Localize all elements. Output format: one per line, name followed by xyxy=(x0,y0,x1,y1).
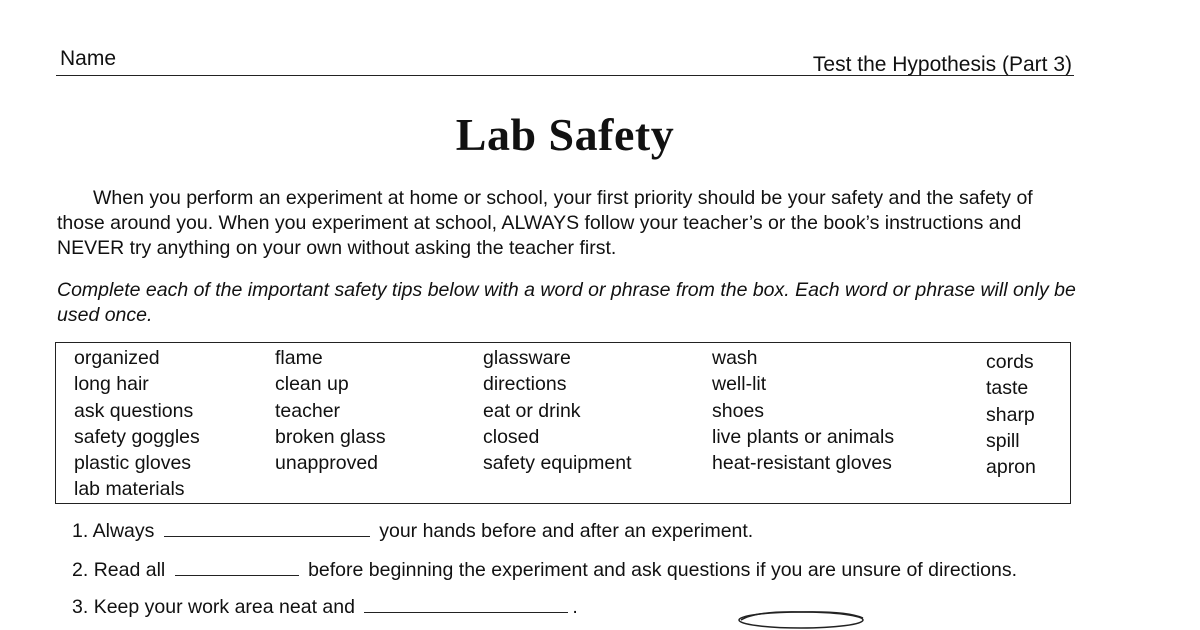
question-text-after: before beginning the experiment and ask questions if you are unsure of directions. xyxy=(308,559,1018,581)
answer-blank-1[interactable] xyxy=(164,518,370,537)
word-column-5 xyxy=(986,349,1036,480)
beaker-lip xyxy=(741,612,863,620)
word-item: teacher xyxy=(275,399,341,422)
question-text-before: Always xyxy=(92,520,155,542)
question-text-before: Keep your work area neat and xyxy=(93,596,355,618)
question-number: 2. xyxy=(72,559,89,581)
word-item: heat-resistant gloves xyxy=(712,452,892,475)
header-rule xyxy=(56,75,1074,76)
question-number: 1. xyxy=(72,520,89,542)
word-column-3 xyxy=(483,345,632,476)
word-item: safety goggles xyxy=(74,425,200,448)
question-text-before: Read all xyxy=(93,559,166,581)
question-text-after: . xyxy=(572,596,578,618)
word-item: closed xyxy=(483,425,540,448)
word-item: spill xyxy=(986,429,1020,452)
question-1 xyxy=(72,518,753,543)
word-item: unapproved xyxy=(275,452,379,475)
page-title: Lab Safety xyxy=(455,109,675,160)
question-2 xyxy=(72,557,1017,582)
header-unit-title: Test the Hypothesis (Part 3) xyxy=(812,53,1072,76)
answer-blank-3[interactable] xyxy=(364,594,568,613)
word-item: sharp xyxy=(986,403,1035,426)
word-item: shoes xyxy=(712,399,765,422)
word-item: plastic gloves xyxy=(74,452,192,475)
word-item: ask questions xyxy=(74,399,194,422)
word-item: lab materials xyxy=(74,478,185,501)
word-bank-box xyxy=(55,342,1071,504)
word-item: safety equipment xyxy=(483,452,632,475)
word-item: clean up xyxy=(275,373,349,396)
word-item: cords xyxy=(986,351,1034,373)
word-item: apron xyxy=(986,456,1036,479)
word-item: flame xyxy=(275,347,323,369)
word-item: eat or drink xyxy=(483,399,581,422)
intro-paragraph xyxy=(57,186,1077,261)
word-item: wash xyxy=(712,347,758,369)
word-item: broken glass xyxy=(275,425,386,448)
question-3 xyxy=(72,594,578,619)
instructions: Complete each of the important safety tips below with a word or phrase from the box. Each word or phrase will only be used once. xyxy=(57,279,1076,326)
intro-text: When you perform an experiment at home or school, your first priority should be your safety and the safety of those around you. When you experiment at school, ALWAYS follow your teacher’s or the book’s instructions and NEVER try anything on your own without asking the teacher first. xyxy=(57,187,1033,259)
word-item: organized xyxy=(74,347,160,369)
word-item: long hair xyxy=(74,373,149,396)
answer-blank-2[interactable] xyxy=(175,557,299,576)
word-item: live plants or animals xyxy=(712,425,895,448)
question-text-after: your hands before and after an experiment. xyxy=(379,520,754,542)
word-item: glassware xyxy=(483,347,571,369)
word-column-2 xyxy=(275,345,386,476)
header-name-label: Name xyxy=(60,47,117,70)
word-item: well-lit xyxy=(712,373,767,396)
question-number: 3. xyxy=(72,596,89,618)
word-column-1 xyxy=(74,345,200,503)
word-column-4 xyxy=(712,345,894,476)
beaker-illustration-icon xyxy=(735,608,875,630)
word-item: taste xyxy=(986,377,1029,400)
word-item: directions xyxy=(483,373,567,396)
